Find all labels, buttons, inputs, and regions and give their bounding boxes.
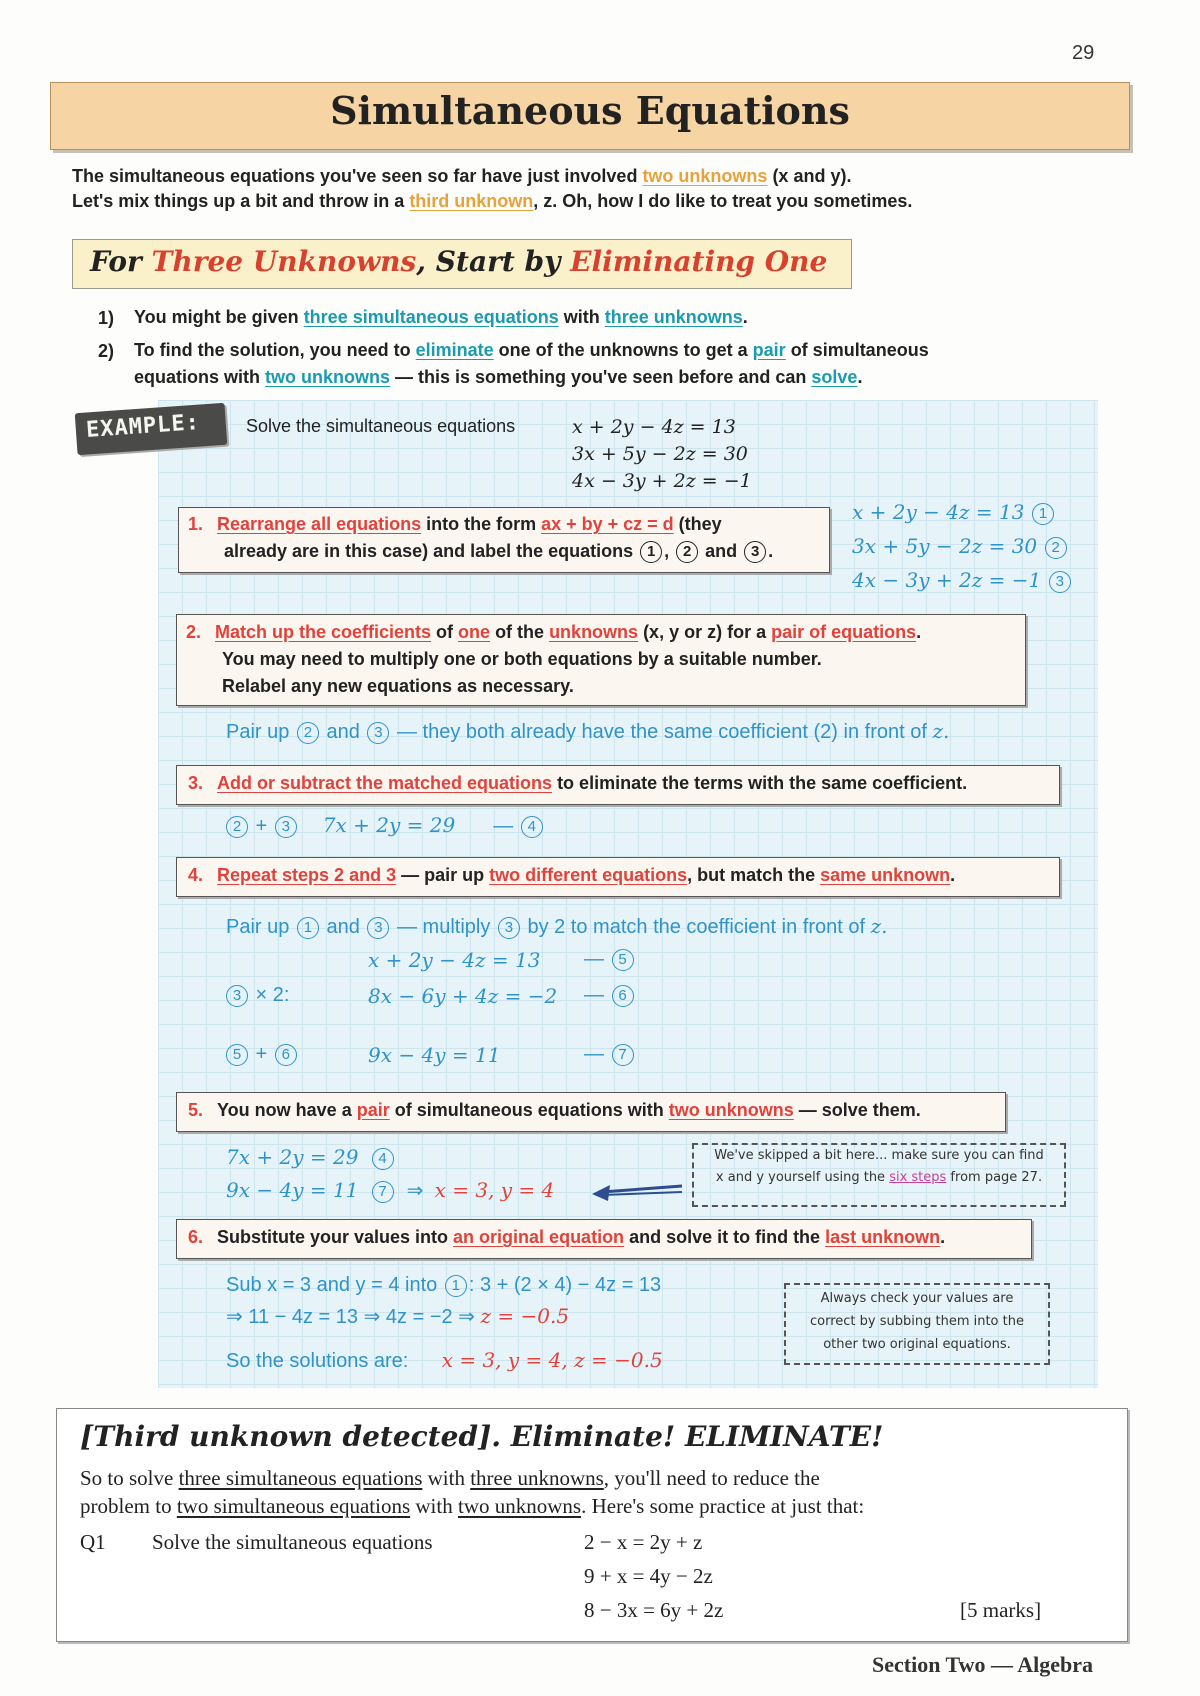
page-number: 29	[1072, 42, 1095, 64]
label-2: 2	[297, 722, 319, 744]
label-3: 3	[226, 985, 248, 1007]
section-footer: Section Two — Algebra	[872, 1652, 1094, 1677]
text: .	[940, 1227, 946, 1247]
subheading-part: Three Unknowns	[151, 245, 417, 278]
link-solve[interactable]: solve	[811, 367, 858, 387]
subheading-part: Eliminating One	[570, 245, 828, 278]
step-number: 5.	[188, 1100, 204, 1120]
list-item-1	[134, 304, 748, 331]
step-number: 4.	[188, 865, 204, 885]
text: — solve them.	[793, 1100, 921, 1120]
text: into the form	[421, 514, 542, 534]
intro-text: (x and y).	[767, 166, 852, 186]
step-6-solution-line	[226, 1304, 569, 1329]
text-underlined: three simultaneous equations	[178, 1466, 423, 1490]
subheading	[90, 245, 827, 278]
intro-text: , z. Oh, how I do like to treat you sometimes.	[533, 191, 913, 211]
link-pair[interactable]: pair	[752, 340, 786, 360]
equation-2: 3x + 5y − 2z = 30	[572, 443, 748, 465]
text: equations with	[134, 367, 266, 387]
text: Relabel any new equations as necessary.	[222, 676, 574, 696]
text: —	[584, 984, 610, 1006]
note-skipped	[692, 1143, 1066, 1207]
text-underlined: three unknowns	[470, 1466, 604, 1490]
step-number: 3.	[188, 773, 204, 793]
equation: x + 2y − 4z = 13	[852, 500, 1025, 524]
label-3: 3	[498, 917, 520, 939]
text: of the	[490, 622, 550, 642]
step-2-text	[186, 619, 921, 700]
intro-line-2	[72, 191, 912, 212]
text: of	[431, 622, 459, 642]
text: You might be given	[134, 307, 304, 327]
labelled-equation-2	[852, 534, 1069, 559]
text: already are in this case) and label the equations	[224, 541, 639, 561]
text: with	[558, 307, 605, 327]
text: and	[320, 916, 366, 938]
text: : 3 + (2 × 4) − 4z = 13	[468, 1274, 662, 1296]
text: of simultaneous	[785, 340, 929, 360]
text: Substitute your values into	[217, 1227, 454, 1247]
step-2-working	[226, 719, 949, 744]
equation-5-label	[584, 948, 636, 971]
equation: 7x + 2y = 29	[322, 813, 456, 837]
result-z: z = −0.5	[480, 1304, 570, 1328]
text: , but match the	[687, 865, 821, 885]
label-7: 7	[372, 1181, 394, 1203]
step-number: 1.	[188, 514, 204, 534]
label-4: 4	[372, 1148, 394, 1170]
equation-6-label	[584, 984, 636, 1007]
equation: 4x − 3y + 2z = −1	[852, 568, 1042, 592]
step-3-text	[188, 770, 967, 797]
link-match-coefficients[interactable]: Match up the coefficients	[215, 622, 432, 642]
step-number: 2.	[186, 622, 202, 642]
equation: 9x − 4y = 11	[226, 1178, 359, 1202]
text: You now have a	[217, 1100, 357, 1120]
label-2: 2	[1045, 537, 1067, 559]
note-text: x and y yourself using the	[715, 1170, 890, 1185]
text: to eliminate the terms with the same coefficient.	[552, 773, 968, 793]
text: ,	[664, 541, 675, 561]
text: — this is something you've seen before and can	[390, 367, 812, 387]
question-equation-3: 8 − 3x = 6y + 2z	[584, 1598, 724, 1622]
list-number: 1)	[98, 308, 115, 328]
text: and	[700, 541, 743, 561]
label-1: 1	[640, 541, 662, 563]
text: So to solve	[80, 1466, 179, 1490]
variable: z.	[870, 914, 888, 938]
text: .	[916, 622, 922, 642]
label-5: 5	[612, 949, 634, 971]
question-equation-2: 9 + x = 4y − 2z	[584, 1564, 713, 1588]
list-item-2	[134, 337, 929, 391]
equation-1: x + 2y − 4z = 13	[572, 416, 736, 438]
step-6-text	[188, 1224, 945, 1251]
text: — they both already have the same coefficient (2) in front of	[391, 721, 933, 743]
step-5-equation-b	[226, 1178, 554, 1203]
final-solutions: x = 3, y = 4, z = −0.5	[441, 1348, 663, 1372]
link-repeat-steps[interactable]: Repeat steps 2 and 3	[217, 865, 397, 885]
question-marks: [5 marks]	[960, 1598, 1042, 1622]
question-number: Q1	[80, 1530, 106, 1554]
text: and	[320, 721, 366, 743]
text: .	[742, 307, 748, 327]
text: , you'll need to reduce the	[603, 1466, 820, 1490]
result: x = 3, y = 4	[434, 1178, 555, 1202]
link-last-unknown[interactable]: last unknown	[825, 1227, 941, 1247]
text: with	[410, 1494, 458, 1518]
step-3-working	[224, 813, 545, 838]
text: +	[250, 1043, 273, 1065]
text-underlined: two unknowns	[457, 1494, 582, 1518]
label-1: 1	[1032, 503, 1054, 525]
text: and solve it to find the	[624, 1227, 826, 1247]
intro-text: Let's mix things up a bit and throw in a	[72, 191, 410, 211]
page-title: Simultaneous Equations	[330, 88, 850, 133]
label-2: 2	[676, 541, 698, 563]
link-pair[interactable]: pair	[356, 1100, 390, 1120]
implies-arrow: ⇒	[406, 1180, 424, 1202]
label-3: 3	[1049, 571, 1071, 593]
text: ⇒ 11 − 4z = 13 ⇒ 4z = −2 ⇒	[226, 1306, 481, 1328]
question-paragraph-1	[80, 1466, 820, 1491]
note-text: We've skipped a bit here... make sure you can find	[714, 1148, 1044, 1163]
text: +	[250, 815, 273, 837]
question-paragraph-2	[80, 1494, 864, 1519]
text: —	[584, 948, 610, 970]
note-text: correct by subbing them into the	[810, 1314, 1024, 1329]
link-two-unknowns[interactable]: two unknowns	[668, 1100, 794, 1120]
step-6-final	[226, 1348, 663, 1373]
step-number: 6.	[188, 1227, 204, 1247]
label-3: 3	[275, 816, 297, 838]
text: (they	[673, 514, 722, 534]
link-unknowns[interactable]: unknowns	[549, 622, 639, 642]
link-three-simultaneous-equations[interactable]: three simultaneous equations	[303, 307, 559, 327]
text: × 2:	[250, 984, 290, 1006]
text: .	[950, 865, 956, 885]
text-underlined: two simultaneous equations	[176, 1494, 411, 1518]
arrow-left-icon	[590, 1180, 686, 1204]
link-form[interactable]: ax + by + cz = d	[541, 514, 674, 534]
text: by 2 to match the coefficient in front of	[521, 916, 871, 938]
text: To find the solution, you need to	[134, 340, 416, 360]
note-text: Always check your values are	[820, 1291, 1014, 1306]
link-an-original-equation[interactable]: an original equation	[453, 1227, 625, 1247]
link-eliminate[interactable]: eliminate	[415, 340, 494, 360]
text: You may need to multiply one or both equations by a suitable number.	[222, 649, 822, 669]
step-6-substitution	[226, 1274, 661, 1297]
equation-7-label	[584, 1043, 636, 1066]
text: . Here's some practice at just that:	[581, 1494, 865, 1518]
equation-5: x + 2y − 4z = 13	[368, 948, 541, 972]
link-one[interactable]: one	[458, 622, 491, 642]
text: problem to	[80, 1494, 177, 1518]
example-badge-label: EXAMPLE:	[85, 410, 201, 443]
label-2: 2	[226, 816, 248, 838]
label-3: 3	[367, 722, 389, 744]
question-equation-1: 2 − x = 2y + z	[584, 1530, 703, 1554]
text: with	[422, 1466, 471, 1490]
example-intro: Solve the simultaneous equations	[246, 416, 516, 436]
label-1: 1	[297, 917, 319, 939]
subheading-part: , Start by	[416, 245, 571, 278]
link-same-unknown[interactable]: same unknown	[820, 865, 951, 885]
labelled-equation-1	[852, 500, 1056, 525]
times-two-label	[224, 984, 289, 1007]
label-6: 6	[612, 985, 634, 1007]
text: (x, y or z) for a	[638, 622, 772, 642]
variable: z.	[932, 719, 950, 743]
text: .	[768, 541, 774, 561]
note-text: other two original equations.	[823, 1337, 1011, 1352]
link-two-unknowns[interactable]: two unknowns	[642, 166, 768, 186]
step-5-equation-a	[226, 1145, 396, 1170]
labelled-equation-3	[852, 568, 1073, 593]
link-two-unknowns[interactable]: two unknowns	[265, 367, 391, 387]
note-check-values	[784, 1283, 1050, 1365]
link-two-different-equations[interactable]: two different equations	[489, 865, 688, 885]
step-4-working	[226, 914, 888, 939]
text: Pair up	[226, 916, 295, 938]
equation-6: 8x − 6y + 4z = −2	[368, 984, 558, 1008]
step-5-text	[188, 1097, 921, 1124]
text: — multiply	[391, 916, 496, 938]
question-heading: [Third unknown detected]. Eliminate! ELIMINATE!	[80, 1420, 884, 1453]
link-third-unknown[interactable]: third unknown	[409, 191, 534, 211]
note-text: from page 27.	[946, 1170, 1043, 1185]
question-text: Solve the simultaneous equations	[152, 1530, 433, 1554]
list-number: 2)	[98, 341, 115, 361]
equation: 7x + 2y = 29	[226, 1145, 359, 1169]
equation-7: 9x − 4y = 11	[368, 1043, 501, 1067]
label-7: 7	[612, 1044, 634, 1066]
link-three-unknowns[interactable]: three unknowns	[604, 307, 743, 327]
text: —	[584, 1043, 610, 1065]
step-4-text	[188, 862, 955, 889]
text: of simultaneous equations with	[389, 1100, 669, 1120]
equation-3: 4x − 3y + 2z = −1	[572, 470, 752, 492]
link-rearrange[interactable]: Rearrange all equations	[217, 514, 422, 534]
text: —	[493, 815, 519, 837]
label-3: 3	[367, 917, 389, 939]
intro-text: The simultaneous equations you've seen so far have just involved	[72, 166, 643, 186]
intro-line-1	[72, 166, 851, 187]
label-5: 5	[226, 1044, 248, 1066]
text: one of the unknowns to get a	[493, 340, 753, 360]
text: Sub x = 3 and y = 4 into	[226, 1274, 443, 1296]
link-add-or-subtract[interactable]: Add or subtract the matched equations	[217, 773, 553, 793]
label-3: 3	[744, 541, 766, 563]
subheading-part: For	[90, 245, 152, 278]
sum-label	[224, 1043, 299, 1066]
link-six-steps[interactable]: six steps	[889, 1170, 947, 1185]
label-4: 4	[521, 816, 543, 838]
text: .	[857, 367, 863, 387]
text: — pair up	[396, 865, 490, 885]
label-1: 1	[445, 1275, 467, 1297]
equation: 3x + 5y − 2z = 30	[852, 534, 1038, 558]
text: So the solutions are:	[226, 1350, 409, 1372]
text: Pair up	[226, 721, 295, 743]
label-6: 6	[275, 1044, 297, 1066]
link-pair-of-equations[interactable]: pair of equations	[771, 622, 917, 642]
step-1-text	[188, 511, 773, 565]
